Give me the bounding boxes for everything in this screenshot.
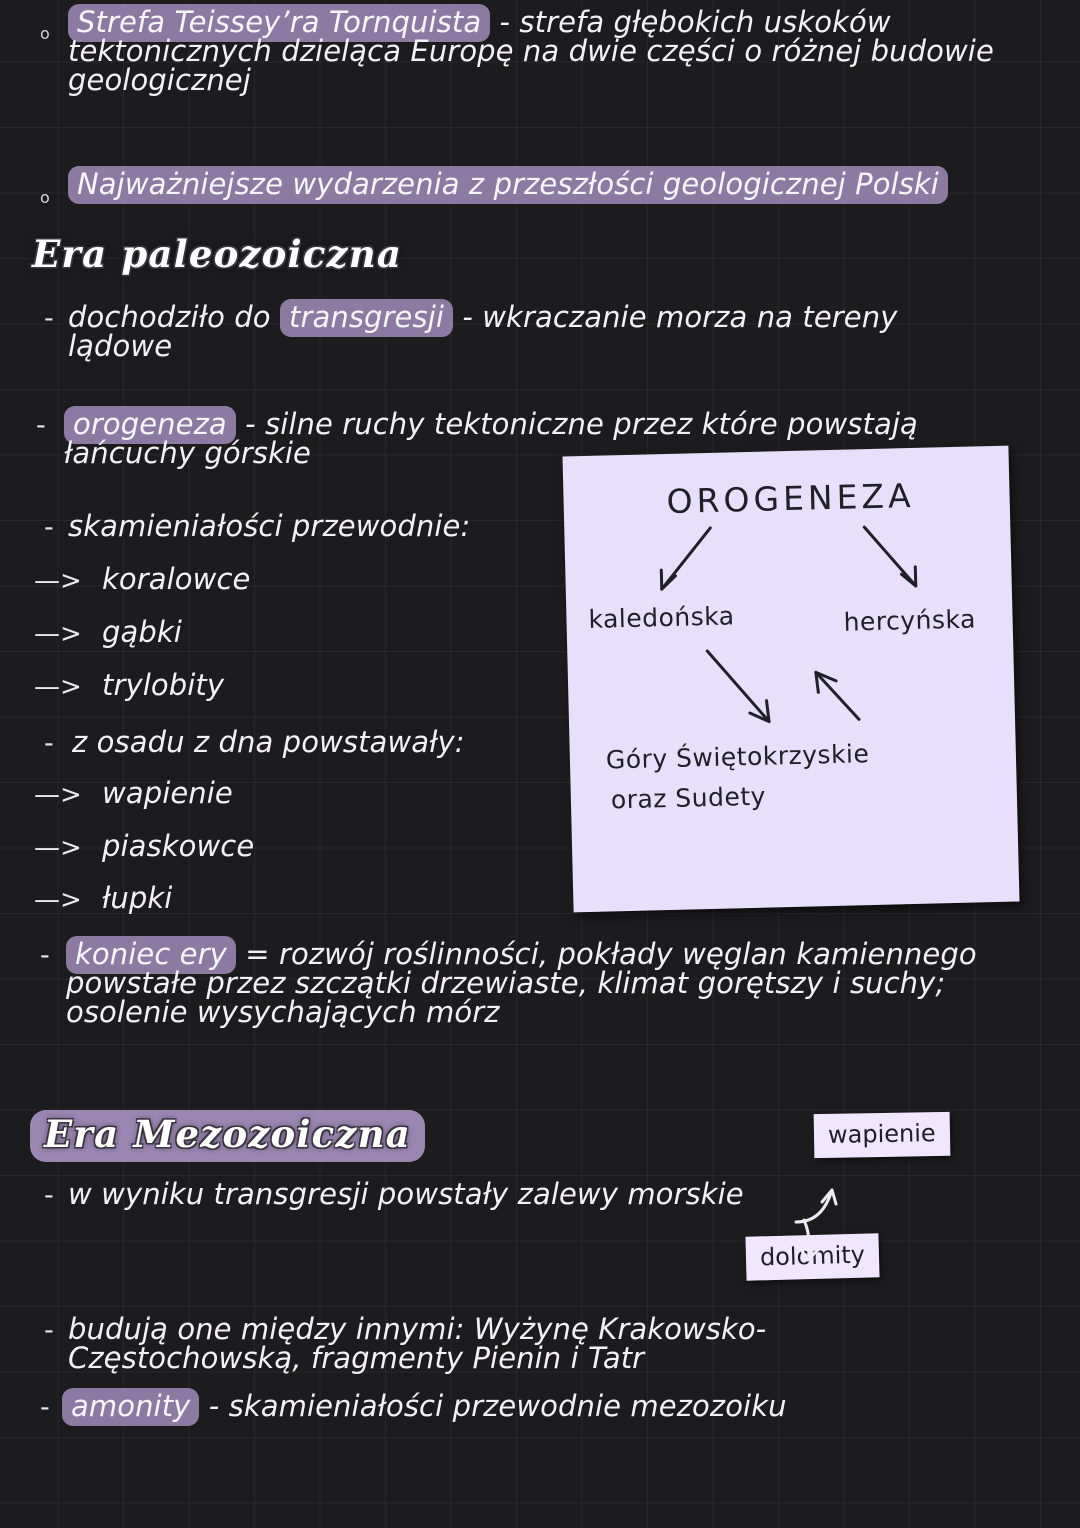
- intro-bullet-2: [68, 167, 948, 201]
- note-branch-hercynska: hercyńska: [843, 604, 977, 637]
- sticky-note-orogeneza: [562, 446, 1019, 913]
- heading-era-mezozoiczna: Era Mezozoiczna: [30, 1110, 425, 1162]
- heading-era-paleozoiczna: Era paleozoiczna: [32, 232, 403, 276]
- arrow-marker: —>: [34, 619, 82, 649]
- item-piaskowce: piaskowce: [102, 829, 255, 863]
- dash-marker: -: [44, 303, 54, 334]
- dash-marker: -: [40, 940, 50, 971]
- note-title: OROGENEZA: [666, 475, 916, 521]
- dash-marker: -: [40, 1392, 50, 1423]
- intro-bullet-1-rest: - strefa głębokich uskoków tektonicznych dzieląca Europę na dwie części o różnej budowie geologicznej: [68, 5, 994, 97]
- note-branch-kaledonska: kaledońska: [588, 601, 735, 634]
- item-trylobity: trylobity: [102, 668, 225, 702]
- bullet-marker: o: [40, 188, 50, 207]
- item-zalewy-morskie: w wyniku transgresji powstały zalewy morskie: [68, 1177, 744, 1211]
- tag-wapienie: wapienie: [814, 1112, 950, 1158]
- item-wapienie: wapienie: [102, 776, 233, 810]
- item-orogeneza-post: - silne ruchy tektoniczne przez które powstają łańcuchy górskie: [64, 407, 918, 470]
- arrow-marker: —>: [34, 885, 82, 915]
- item-amonity: [62, 1389, 787, 1423]
- bullet-marker: o: [40, 24, 50, 43]
- item-lupki: łupki: [102, 881, 173, 915]
- tag-dolomity: dolomity: [745, 1233, 879, 1280]
- term-amonity: amonity: [62, 1388, 199, 1426]
- item-koniec-ery: [66, 937, 1036, 1029]
- item-koralowce: koralowce: [102, 562, 251, 596]
- item-transgresja: [68, 300, 968, 363]
- dash-marker: -: [44, 728, 54, 759]
- dash-marker: -: [36, 410, 46, 441]
- item-koniec-ery-post: = rozwój roślinności, pokłady węglan kamiennego powstałe przez szczątki drzewiaste, klimat gorętszy i suchy; osolenie wysychających mórz: [66, 937, 977, 1029]
- term-transgresja: transgresji: [280, 299, 453, 337]
- item-z-osadu: z osadu z dna powstawały:: [72, 725, 465, 759]
- intro-bullet-1: [68, 5, 1008, 97]
- item-skamienialosci: skamieniałości przewodnie:: [68, 509, 471, 543]
- dash-marker: -: [44, 512, 54, 543]
- arrow-marker: —>: [34, 833, 82, 863]
- item-amonity-post: - skamieniałości przewodnie mezozoiku: [199, 1389, 787, 1423]
- note-result-line-2: oraz Sudety: [610, 781, 767, 815]
- dash-marker: -: [44, 1180, 54, 1211]
- term-orogeneza: orogeneza: [64, 406, 236, 444]
- term-strefa-teisseyra: Strefa Teissey’ra Tornquista: [68, 4, 490, 42]
- item-transgresja-post: - wkraczanie morza na tereny lądowe: [68, 300, 898, 363]
- term-najwazniejsze-wydarzenia: Najważniejsze wydarzenia z przeszłości geologicznej Polski: [68, 166, 948, 204]
- item-buduja-one: budują one między innymi: Wyżynę Krakowsko-Częstochowską, fragmenty Pienin i Tatr: [68, 1312, 767, 1375]
- note-arrows-icon: [562, 446, 1019, 913]
- item-gabki: gąbki: [102, 615, 182, 649]
- arrow-marker: —>: [34, 566, 82, 596]
- connector-arrows-icon: [780, 1160, 920, 1290]
- note-result-line-1: Góry Świętokrzyskie: [605, 739, 870, 775]
- arrow-marker: —>: [34, 780, 82, 810]
- dash-marker: -: [44, 1315, 54, 1346]
- item-transgresja-pre: dochodziło do: [68, 300, 280, 334]
- term-koniec-ery: koniec ery: [66, 936, 236, 974]
- arrow-marker: —>: [34, 672, 82, 702]
